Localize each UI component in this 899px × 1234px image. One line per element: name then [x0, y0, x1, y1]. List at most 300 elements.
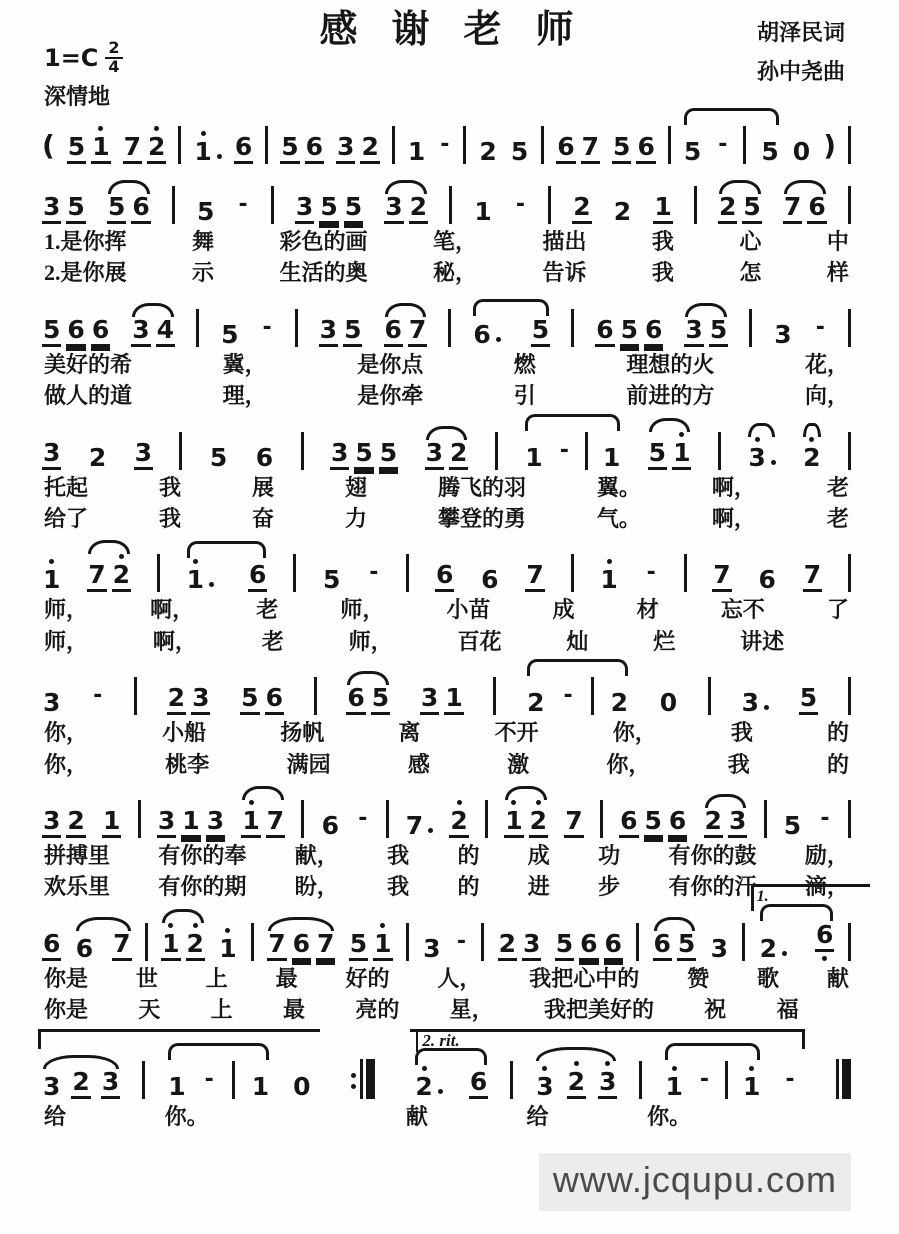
note — [280, 134, 299, 164]
note — [360, 134, 379, 164]
note — [255, 442, 274, 472]
note-stack — [648, 437, 667, 470]
note — [167, 685, 186, 715]
note-stack — [319, 314, 338, 347]
high-octave-dot — [749, 1066, 754, 1071]
note-digit: 1 — [373, 931, 392, 961]
note-stack — [157, 805, 176, 838]
high-octave-dot — [193, 923, 198, 928]
lyric-chunk: 滴， — [804, 874, 849, 900]
note-stack — [42, 314, 61, 347]
lyric-chunk: 小船 — [162, 720, 207, 746]
barline — [145, 923, 148, 961]
slur-arc — [649, 418, 691, 432]
lyric-chunk: 力 — [344, 505, 367, 531]
lyric-chunk: 样 — [826, 260, 849, 286]
note — [66, 194, 85, 224]
lyric-chunk: 福 — [776, 997, 799, 1023]
note-digit: 5 — [644, 808, 663, 838]
note-digit: 5 — [612, 134, 631, 164]
note-digit: 5 — [620, 317, 639, 347]
note-stack — [330, 437, 349, 470]
note-digit: 2 — [415, 1072, 433, 1102]
note-digit: 5 — [555, 931, 574, 961]
note-stack — [718, 194, 737, 224]
bar-thin — [360, 1059, 363, 1099]
note-stack — [384, 194, 403, 224]
note-digit: 5 — [197, 197, 215, 226]
high-octave-dot — [574, 1061, 579, 1066]
note-digit: 3 — [131, 317, 150, 347]
lyric-chunk: 秘， — [432, 260, 477, 286]
note — [668, 805, 687, 838]
note-group — [241, 800, 285, 838]
lyrics-line — [44, 874, 849, 900]
lyric-chunk: 我 — [651, 260, 674, 286]
note — [371, 685, 390, 715]
lyric-chunk: 的 — [457, 842, 480, 868]
note-digit: 6 — [758, 565, 776, 595]
lyrics-line — [44, 629, 849, 655]
lyric-chunk: 你。 — [164, 1104, 209, 1130]
lyric-chunk: 2.是你展 — [44, 260, 127, 286]
note-stack — [613, 199, 632, 224]
note-group — [75, 928, 132, 963]
note — [567, 1061, 586, 1099]
note-group — [280, 134, 324, 164]
note-stack — [316, 928, 335, 961]
note-stack — [773, 319, 792, 349]
note-digit: 2 — [759, 933, 778, 963]
lyric-chunk: 献 — [826, 965, 849, 991]
note-stack — [742, 1066, 761, 1102]
barline — [725, 1061, 728, 1099]
lyric-chunk: 老 — [261, 628, 284, 654]
note-digit: 6 — [384, 317, 403, 347]
barline — [386, 800, 389, 838]
lyric-chunk: 展 — [251, 474, 274, 500]
note-stack — [344, 194, 363, 224]
note-group — [718, 194, 762, 224]
note-stack — [66, 805, 85, 838]
note-stack — [472, 319, 491, 349]
note-group — [555, 928, 623, 961]
slur-arc — [385, 180, 427, 194]
high-octave-dot — [380, 923, 385, 928]
barline — [742, 923, 745, 961]
note-stack — [305, 134, 324, 164]
notation-row — [42, 780, 851, 838]
lyric-chunk: 有你的奉 — [158, 842, 247, 868]
note-group — [683, 126, 780, 164]
notation-row — [42, 166, 851, 224]
barline — [694, 186, 697, 224]
note — [712, 562, 731, 592]
note — [644, 805, 663, 838]
note — [344, 194, 363, 224]
note-stack — [581, 134, 600, 164]
note-stack — [91, 126, 110, 164]
augmentation-dot — [438, 1089, 443, 1094]
note-digit: 7 — [803, 562, 822, 592]
note — [529, 800, 548, 838]
high-octave-dot — [672, 1066, 677, 1071]
barline — [463, 126, 466, 164]
note-digit: 5 — [648, 440, 667, 470]
lyric-chunk: 小苗 — [446, 597, 491, 623]
lyrics-line — [44, 506, 849, 532]
lyric-chunk: 歌 — [757, 965, 780, 991]
note-digit: 5 — [209, 442, 228, 472]
note-stack — [425, 437, 444, 470]
note-stack — [604, 928, 623, 961]
note — [742, 1066, 761, 1102]
barline — [178, 126, 181, 164]
note-stack — [522, 928, 541, 961]
note — [595, 314, 614, 347]
note-stack — [251, 1072, 270, 1102]
note — [265, 685, 284, 715]
lyric-chunk: 感 — [407, 751, 430, 777]
note-stack — [407, 139, 426, 164]
note — [384, 314, 403, 347]
barline — [639, 1061, 642, 1099]
lyrics-line — [44, 843, 849, 869]
notation-row — [42, 106, 851, 164]
note — [653, 194, 672, 224]
lyric-chunk: 啊， — [150, 597, 195, 623]
slur-arc — [162, 909, 204, 923]
lyric-chunk: 你， — [612, 720, 657, 746]
augmentation-dot — [496, 337, 501, 342]
note — [134, 437, 153, 470]
lyric-chunk: 的 — [826, 720, 849, 746]
note-digit: 6 — [435, 562, 454, 592]
note-digit: 3 — [598, 1069, 617, 1099]
note-group — [67, 126, 111, 164]
note-digit: 1 — [219, 933, 237, 963]
augmentation-dot — [782, 951, 787, 956]
augmentation-dot — [771, 460, 776, 465]
note-group — [704, 805, 748, 838]
note-stack — [71, 1069, 90, 1099]
note-stack — [266, 805, 285, 838]
note — [581, 134, 600, 164]
note — [373, 923, 392, 961]
note-group — [267, 928, 335, 961]
note-digit: 3 — [710, 933, 729, 963]
lyric-chunk: 给了 — [44, 505, 89, 531]
note-digit: 3 — [134, 440, 153, 470]
dash-continuation: - — [358, 805, 368, 831]
note — [422, 933, 441, 963]
lyric-chunk: 师， — [340, 597, 385, 623]
lyric-chunk: 你。 — [647, 1104, 692, 1130]
repeat-dots — [351, 1073, 356, 1089]
note — [102, 805, 121, 838]
note-stack — [602, 442, 621, 472]
lyric-chunk: 最 — [282, 997, 305, 1023]
note — [556, 134, 575, 164]
note — [799, 685, 818, 715]
note — [292, 1072, 311, 1102]
barline — [848, 554, 851, 592]
note-digit: 1 — [194, 137, 212, 166]
note-stack — [659, 688, 678, 718]
barline — [142, 1061, 145, 1099]
note-stack — [67, 134, 86, 164]
note-digit: 5 — [510, 137, 529, 166]
note — [91, 314, 110, 347]
note — [718, 194, 737, 224]
lyric-chunk: 心 — [739, 229, 762, 254]
note-digit: 6 — [305, 134, 324, 164]
lyric-chunk: 告诉 — [542, 260, 587, 286]
barline — [591, 677, 594, 715]
lyrics-line — [44, 966, 849, 992]
note-digit: 6 — [131, 194, 150, 224]
lyric-chunk: 燃 — [513, 351, 536, 377]
lyric-chunk: 理想的火 — [626, 351, 715, 377]
augmentation-dot — [428, 828, 433, 833]
notation-row — [42, 1025, 851, 1102]
note-stack — [783, 194, 802, 224]
dash-continuation: - — [440, 132, 450, 157]
note — [316, 928, 335, 961]
note-digit: 6 — [644, 317, 663, 347]
note-digit: 2 — [572, 194, 591, 224]
score-system — [42, 289, 851, 410]
note — [480, 565, 499, 595]
note-stack — [42, 805, 61, 838]
note — [234, 134, 253, 164]
note-group — [157, 805, 225, 838]
note — [156, 314, 175, 347]
note-stack — [677, 928, 696, 961]
note-stack — [147, 126, 166, 164]
note — [354, 437, 373, 470]
note-stack — [186, 923, 205, 961]
note-digit: 6 — [469, 1069, 488, 1099]
slur-arc — [415, 1048, 487, 1065]
note-digit: 6 — [473, 319, 491, 349]
dash-continuation: - — [456, 928, 466, 954]
slur-arc — [268, 917, 334, 931]
lyrics-line — [44, 597, 849, 623]
score-system — [42, 412, 851, 533]
note — [379, 437, 398, 470]
note-stack — [112, 928, 131, 961]
note-stack — [379, 437, 398, 470]
note-stack — [373, 923, 392, 961]
slur-arc — [88, 540, 130, 554]
note-digit: 1 — [251, 1072, 270, 1102]
note-digit: 5 — [66, 194, 85, 224]
note-stack — [709, 314, 728, 347]
slur-arc — [685, 303, 727, 317]
note — [773, 319, 792, 349]
dash-continuation: - — [718, 132, 728, 157]
high-octave-dot — [225, 928, 230, 933]
note — [613, 199, 632, 224]
note — [579, 928, 598, 961]
dash-continuation: - — [563, 683, 573, 709]
barline — [134, 677, 137, 715]
note-digit: 1 — [181, 808, 200, 838]
note-stack — [346, 685, 365, 715]
note — [66, 805, 85, 838]
note — [240, 685, 259, 715]
lyrics-line — [44, 260, 849, 286]
note — [157, 805, 176, 838]
note-stack — [579, 928, 598, 961]
lyric-chunk: 桃李 — [165, 751, 210, 777]
note — [598, 1061, 617, 1099]
note — [526, 688, 545, 718]
note-stack — [280, 134, 299, 164]
note — [251, 1072, 270, 1102]
high-octave-dot — [679, 432, 684, 437]
note — [498, 928, 517, 961]
paren-symbol: ( — [42, 129, 55, 162]
lyric-chunk: 前进的方 — [626, 383, 715, 409]
lyric-chunk: 描出 — [542, 229, 587, 254]
note-stack — [783, 810, 802, 840]
note-stack — [123, 134, 142, 164]
dash-continuation: - — [515, 192, 525, 217]
lyric-chunk: 有你的汗 — [668, 874, 757, 900]
note — [683, 139, 702, 164]
note — [414, 1066, 442, 1102]
note-group — [42, 314, 110, 347]
note-group — [42, 1067, 120, 1102]
lyric-chunk: 笔， — [432, 229, 477, 254]
note-stack — [384, 314, 403, 347]
barline — [848, 126, 851, 164]
lyric-chunk: 我 — [651, 229, 674, 254]
note-stack — [75, 933, 94, 963]
note-stack — [408, 314, 427, 347]
note — [564, 805, 583, 838]
note — [322, 565, 341, 595]
note-stack — [449, 800, 468, 838]
note-stack — [469, 1069, 488, 1099]
note-stack — [196, 199, 215, 224]
note-group — [664, 1061, 761, 1102]
note — [319, 194, 338, 224]
lyric-chunk: 舞 — [191, 229, 214, 254]
lyrics-line — [44, 720, 849, 746]
lyric-chunk: 腾飞的羽 — [437, 474, 526, 500]
note-stack — [653, 928, 672, 961]
note-group — [384, 194, 428, 224]
note-digit: 6 — [579, 931, 598, 961]
augmentation-dot — [764, 705, 769, 710]
note-stack — [444, 685, 463, 715]
note — [147, 126, 166, 164]
lyric-chunk: 材 — [636, 597, 659, 623]
barline — [314, 677, 317, 715]
note-digit: 7 — [525, 562, 544, 592]
note-digit: 3 — [741, 688, 759, 718]
lyric-chunk: 啊， — [152, 628, 197, 654]
dash-continuation: - — [93, 683, 103, 709]
note-digit: 3 — [748, 442, 766, 472]
note-digit: 5 — [531, 317, 550, 347]
high-octave-dot — [542, 1066, 547, 1071]
high-octave-dot — [457, 800, 462, 805]
note-group — [414, 1066, 488, 1102]
note — [760, 139, 779, 164]
end-repeat-barline — [351, 1059, 375, 1099]
key-signature — [44, 40, 123, 76]
note-digit: 7 — [112, 931, 131, 961]
note — [728, 805, 747, 838]
note-stack — [161, 923, 180, 961]
barline — [636, 923, 639, 961]
note — [636, 134, 655, 164]
note-digit: 1 — [504, 808, 523, 838]
lyric-chunk: 祝 — [704, 997, 727, 1023]
note — [469, 1069, 488, 1099]
note-stack — [480, 565, 499, 595]
note-stack — [712, 562, 731, 592]
lyric-chunk: 我把美好的 — [543, 997, 654, 1023]
note-stack — [181, 805, 200, 838]
score-body — [42, 106, 851, 1131]
lyric-chunk: 我 — [387, 842, 410, 868]
note-digit: 5 — [799, 685, 818, 715]
barline — [172, 186, 175, 224]
note-group — [472, 314, 550, 349]
note — [112, 554, 131, 592]
note-stack — [572, 194, 591, 224]
note-stack — [529, 800, 548, 838]
note — [522, 928, 541, 961]
note-digit: 5 — [319, 194, 338, 224]
slur-arc — [748, 423, 774, 437]
note — [815, 919, 834, 961]
note — [684, 314, 703, 347]
note-stack — [336, 134, 355, 164]
lyric-chunk: 理， — [222, 383, 267, 409]
note-digit: 5 — [371, 685, 390, 715]
note-group — [87, 554, 131, 592]
lyric-chunk: 啊， — [711, 505, 756, 531]
note-stack — [664, 1066, 683, 1102]
slur-arc — [473, 299, 549, 316]
augmentation-dot — [217, 154, 222, 159]
note-stack — [728, 805, 747, 838]
note — [266, 805, 285, 838]
note — [420, 685, 439, 715]
note — [504, 800, 523, 838]
lyric-chunk: 不开 — [494, 720, 539, 746]
note-digit: 5 — [783, 810, 802, 840]
note-stack — [414, 1066, 433, 1102]
augmentation-dot — [209, 582, 214, 587]
score-system — [42, 534, 851, 655]
note — [758, 565, 777, 595]
slur-arc — [665, 1043, 760, 1060]
lyric-chunk: 最 — [275, 965, 298, 991]
note-stack — [564, 805, 583, 838]
note-stack — [620, 314, 639, 347]
lyric-chunk: 扬帆 — [280, 720, 325, 746]
note — [248, 562, 267, 592]
note-digit: 6 — [619, 808, 638, 838]
dash-continuation: - — [785, 1067, 795, 1093]
